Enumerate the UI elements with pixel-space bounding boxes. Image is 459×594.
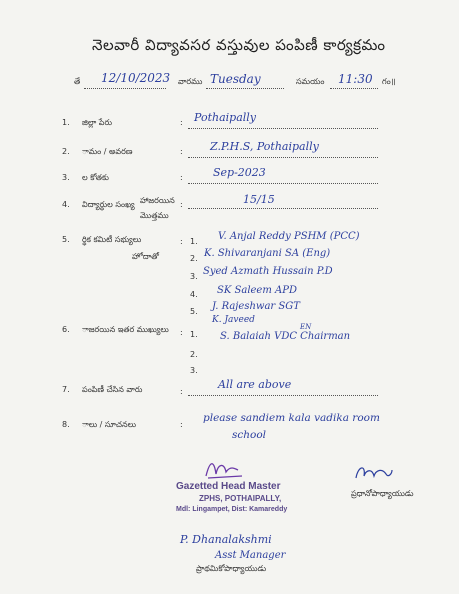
stamp-line-1: Gazetted Head Master xyxy=(176,481,281,492)
item-8-value-line2: school xyxy=(232,429,267,441)
item-5-colon: : xyxy=(180,237,183,246)
committee-1-number: 1. xyxy=(190,237,198,246)
committee-1-value: V. Anjal Reddy PSHM (PCC) xyxy=(218,231,360,242)
item-4-colon: : xyxy=(180,200,183,209)
item-5-label-line2: హోదాతో xyxy=(132,252,159,261)
date-value: 12/10/2023 xyxy=(101,71,171,85)
item-4-number: 4. xyxy=(62,200,70,209)
item-7-value: All are above xyxy=(218,378,292,391)
item-1-number: 1. xyxy=(62,118,70,127)
other-1-value: S. Balaiah VDC Chairman xyxy=(220,331,351,342)
head-master-signature xyxy=(200,456,250,484)
bottom-signatory-designation: Asst Manager xyxy=(215,550,286,561)
date-line xyxy=(84,88,166,89)
stamp-line-3: Mdl: Lingampet, Dist: Kamareddy xyxy=(176,506,288,513)
item-3-colon: : xyxy=(180,173,183,182)
item-6-colon: : xyxy=(180,328,183,337)
committee-5-number: 5. xyxy=(190,307,198,316)
item-7-line xyxy=(188,395,378,396)
committee-5-value: J. Rajeshwar SGT xyxy=(212,301,300,312)
item-8-number: 8. xyxy=(62,420,70,429)
item-6-number: 6. xyxy=(62,325,70,334)
item-1-value: Pothaipally xyxy=(194,111,257,124)
time-unit: గం॥ xyxy=(382,77,396,86)
item-1-label: జిల్లా పేరు xyxy=(82,118,112,127)
committee-2-value: K. Shivaranjani SA (Eng) xyxy=(204,248,331,259)
right-signature-label: ప్రధానోపాధ్యాయుడు xyxy=(351,489,414,498)
time-line xyxy=(330,88,378,89)
item-7-colon: : xyxy=(180,387,183,396)
item-8-colon: : xyxy=(180,420,183,429)
day-line xyxy=(206,88,284,89)
bottom-signatory-label: ప్రాథమికోపాధ్యాయుడు xyxy=(196,564,267,573)
item-2-number: 2. xyxy=(62,147,70,156)
committee-3-number: 3. xyxy=(190,272,198,281)
item-2-line xyxy=(188,157,378,158)
item-4-label: విద్యార్థుల సంఖ్య xyxy=(82,200,135,209)
time-label: సమయం xyxy=(296,77,325,86)
day-value: Tuesday xyxy=(210,72,261,86)
item-3-value: Sep-2023 xyxy=(213,166,266,179)
item-2-value: Z.P.H.S, Pothaipally xyxy=(210,140,319,153)
item-3-label: ల కోతకు xyxy=(82,173,109,182)
time-value: 11:30 xyxy=(338,72,373,86)
item-7-number: 7. xyxy=(62,385,70,394)
other-1-number: 1. xyxy=(190,330,198,339)
date-label: తే xyxy=(74,77,81,86)
item-4-line xyxy=(188,208,378,209)
other-3-number: 3. xyxy=(190,366,198,375)
item-2-label: ామం / అవరణ xyxy=(82,147,133,156)
committee-4-value: SK Saleem APD xyxy=(217,285,297,296)
item-5-number: 5. xyxy=(62,235,70,244)
item-4-label-line2: మొత్తము xyxy=(140,211,169,220)
day-label: వారము xyxy=(178,77,203,86)
right-signature xyxy=(352,460,396,488)
other-2-number: 2. xyxy=(190,350,198,359)
item-3-line xyxy=(188,183,378,184)
item-3-number: 3. xyxy=(62,173,70,182)
item-2-colon: : xyxy=(180,147,183,156)
item-7-label: పంపిణీ చేసిన వారు xyxy=(82,385,143,394)
other-note: EN xyxy=(300,323,312,331)
document-title: నెలవారీ విద్యావసర వస్తువుల పంపిణీ కార్యక్రమం xyxy=(92,36,386,54)
committee-2-number: 2. xyxy=(190,254,198,263)
bottom-signatory-name: P. Dhanalakshmi xyxy=(180,533,272,546)
item-1-colon: : xyxy=(180,118,183,127)
item-5-label: ర్థిక కమిటీ సభ్యులు xyxy=(82,235,142,244)
stamp-line-2: ZPHS, POTHAIPALLY, xyxy=(199,494,282,503)
committee-3-value: Syed Azmath Hussain P.D xyxy=(203,266,333,277)
committee-4-number: 4. xyxy=(190,290,198,299)
item-1-line xyxy=(188,128,378,129)
item-6-label: ాజరయిన ఇతర ముఖ్యులు xyxy=(82,325,169,334)
item-4-label-extra: హాజరయిన xyxy=(140,196,175,205)
item-8-label: ాలు / సూచనలు xyxy=(82,420,137,429)
committee-6-value: K. Javeed xyxy=(212,315,255,325)
item-8-value: please sandiem kala vadika room xyxy=(203,412,380,424)
item-4-value: 15/15 xyxy=(243,193,275,206)
